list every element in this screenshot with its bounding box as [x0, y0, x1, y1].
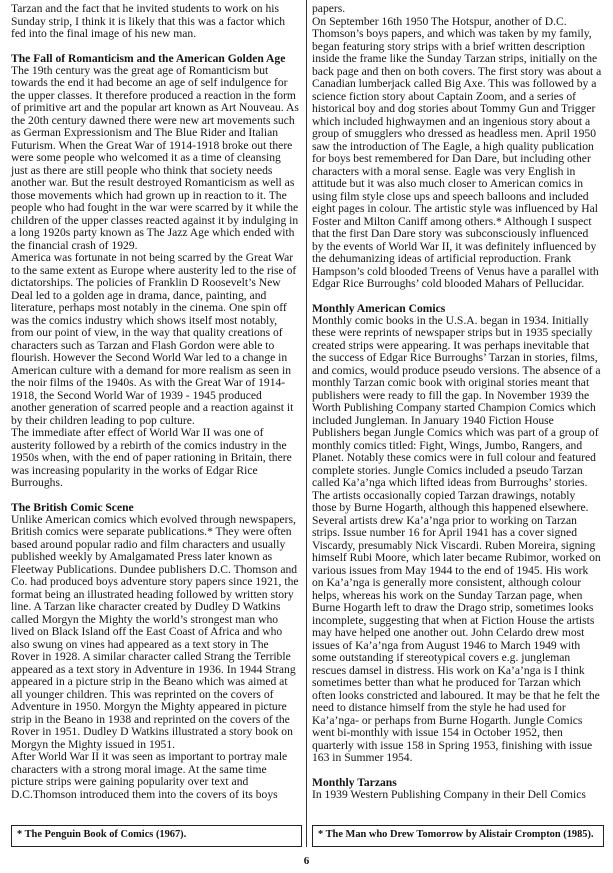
footnote-right: [312, 825, 604, 847]
column-divider: [306, 0, 307, 847]
intro-paragraph: Tarzan and the fact that he invited students to work on his Sunday strip, I think it is likely that this was a factor which fed into the final image of his new man.: [11, 2, 286, 40]
paragraph: America was fortunate in not being scarred by the Great War to the same extent as Europe where austerity led to the rise of dictatorships. The policies of Franklin D Roosevelt’s New Deal led to a golden age in drama, dance, painting, and literature, perhaps most notably in the cinema. One spin off was the comics industry which shows itself most notably, from our point of view, in the way that quality creations of characters such as Tarzan and Flash Gordon were able to flourish. However the Second World War led to a change in American culture with a demand for more realism as seen in the noir films of the 1940s. As with the Great War of 1914-1918, the Second World War of 1939 - 1945 produced another generation of scarred people and a reaction against it by their children leading to pop culture.: [11, 251, 297, 427]
page-number: 6: [303, 855, 310, 867]
paragraph: In 1939 Western Publishing Company in their Dell Comics: [312, 787, 586, 801]
footnote-text: * The Penguin Book of Comics (1967).: [17, 829, 187, 840]
paragraph: After World War II it was seen as important to portray male characters with a strong moral image. At the same time picture strips were gaining popularity over text and D.C.Thomson introduced them into the covers of its boys: [11, 750, 288, 801]
paragraph: Monthly comic books in the U.S.A. began in 1934. Initially these were reprints of newspaper strips but in 1935 specially created strips were appearing. It was perhaps inevitable that the success of Edgar Rice Burroughs’ Tarzan in stories, films, and comics, would produce pseudo versions. The absence of a monthly Tarzan comic book with original stories meant that publishers were ready to fill the gap. In November 1939 the Worth Publishing Company started Champion Comics which included Jungleman. In January 1940 Fiction House Publishers began Jungle Comics which was part of a group of monthly comics titled: Fight, Wings, Jumbo, Rangers, and Planet. Notably these comics were in full colour and featured complete stories. Jungle Comics included a pseudo Tarzan called Ka’a’nga which lifted ideas from Burroughs’ stories. The artists occasionally copied Tarzan drawings, notably those by Burne Hogarth, although this happened elsewhere. Several artists drew Ka’a’nga prior to working on Tarzan strips. Issue number 16 for April 1941 has a cover signed Viscardy, presumably Nick Viscardi. Ruben Moreira, signing himself Rubi Moore, which later became Rubimor, worked on various issues from May 1944 to the end of 1945. His work on Ka’a’nga is generally more consistent, although colour helps, whereas his work on the Sunday Tarzan page, when Burne Hogarth left to draw the Drago strip, sometimes looks incomplete, suggesting that when at Fiction House the artists may have helped one another out. John Celardo drew most issues of Ka’a’nga from August 1946 to March 1949 with some outstanding if stereotypical covers e.g. jungleman rescues damsel in distress. His work on Ka’a’nga is I think sometimes better than what he produced for Tarzan which often looks constricted and laboured. It may be that he felt the need to distance himself from the style he had used for Ka’a’nga- or perhaps from Burne Hogarth. Jungle Comics went bi-monthly with issue 154 in October 1952, then quarterly with issue 158 in Spring 1953, finishing with issue 163 in Summer 1954.: [312, 313, 601, 764]
paragraph: papers.: [312, 2, 346, 15]
left-column: [11, 3, 299, 800]
paragraph: On September 16th 1950 The Hotspur, another of D.C. Thomson’s boys papers, and which was taken by my family, began featuring story strips with a brief written description inside the frame like the Sunday Tarzan strips, initially on the back page and then on both covers. The first story was about a Canadian lumberjack called Big Axe. This was followed by a science fiction story about Captain Zoom, and a series of historical boy and dog stories about Tommy Gun and Trigger which included highwaymen and an ingenious story about a group of smugglers who dressed as headless men. April 1950 saw the introduction of The Eagle, a high quality publication for boys best remembered for Dan Dare, but including other characters with a moral sense. Eagle was very English in attitude but it was also much closer to American comics in using film style close ups and speech balloons and included eight pages in colour. The artistic style was influenced by Hal Foster and Milton Caniff among others.* Although I suspect that the first Dan Dare story was subconsciously influenced by the events of World War II, it was definitely influenced by the dehumanizing ideas of artificial reproduction. Frank Hampson’s cold blooded Treens of Venus have a parallel with Edgar Rice Burroughs’ cold blooded Mahars of Pellucidar.: [312, 14, 602, 290]
paragraph: The 19th century was the great age of Romanticism but towards the end it had become an age of self indulgence for the upper classes. It therefore produced a reaction in the form of primitive art and the popular art known as Art Nouveau. As the 20th century dawned there were new art movements such as German Expressionism and The Blue Rider and Italian Futurism. When the Great War of 1914-1918 broke out there were some people who welcomed it as a time of cleansing just as there are still people who think that society needs another war. But the result destroyed Romanticism as well as those movements which had grown up in reaction to it. The people who had fought in the war were scarred by it while the children of the upper classes reacted against it by indulging in a long 1920s party known as The Jazz Age which ended with the financial crash of 1929.: [11, 63, 299, 252]
section-heading-monthly-tarzans: Monthly Tarzans: [312, 775, 397, 789]
paragraph: The immediate after effect of World War II was one of austerity followed by a rebirth of the comics industry in the 1950s when, with the end of paper rationing in Britain, there was increasing popularity in the works of Edgar Rice Burroughs.: [11, 426, 292, 489]
footnote-text: * The Man who Drew Tomorrow by Alistair Crompton (1985).: [318, 829, 594, 840]
section-heading-monthly-american-comics: Monthly American Comics: [312, 301, 446, 315]
paragraph: Unlike American comics which evolved through newspapers, British comics were separate publications.* They were often based around popular radio and film characters and usually published weekly by Amalgamated Press later known as Fleetway Publications. Dundee publishers D.C. Thomson and Co. had produced boys adventure story papers since 1921, the format being an illustrated heading followed by written story line. A Tarzan like character created by Dudley D Watkins called Morgyn the Mighty the world’s strongest man who lived on Black Island off the East Coast of Africa and who also swung on vines had appeared as a text story in The Rover in 1928. A similar character called Strang the Terrible appeared as a text story in Adventure in 1936. In 1944 Strang appeared in a picture strip in the Beano which was aimed at all younger children. This was reprinted on the covers of Adventure in 1950. Morgyn the Mighty appeared in picture strip in the Beano in 1938 and reprinted on the covers of the Rover in 1951. Dudley D Watkins illustrated a story book on Morgyn the Mighty issued in 1951.: [11, 512, 299, 751]
right-column: [312, 3, 602, 800]
footnote-left: [11, 825, 302, 847]
section-heading-british-comics: The British Comic Scene: [11, 500, 134, 514]
section-heading-romanticism: The Fall of Romanticism and the American Golden Age: [11, 51, 286, 65]
